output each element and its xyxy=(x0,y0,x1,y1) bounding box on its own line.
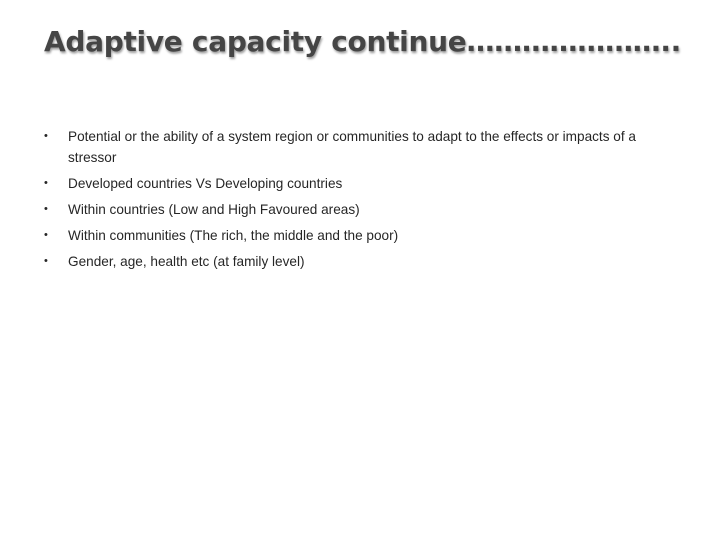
bullet-text: Gender, age, health etc (at family level) xyxy=(68,254,305,269)
bullet-icon: • xyxy=(44,177,48,189)
bullet-text: Within communities (The rich, the middle and the poor) xyxy=(68,228,399,243)
bullet-icon: • xyxy=(44,229,48,241)
bullet-icon: • xyxy=(44,203,48,215)
bullet-text: Within countries (Low and High Favoured areas) xyxy=(68,202,360,217)
bullet-item xyxy=(44,126,674,168)
bullet-text: Developed countries Vs Developing countries xyxy=(68,176,343,191)
bullet-item xyxy=(44,251,674,272)
bullet-icon: • xyxy=(44,130,48,142)
bullet-item xyxy=(44,225,674,246)
slide-title: Adaptive capacity continue………………….. xyxy=(44,25,682,58)
bullet-item xyxy=(44,173,674,194)
bullet-list xyxy=(44,126,674,277)
bullet-item xyxy=(44,199,674,220)
bullet-text: Potential or the ability of a system region or communities to adapt to the effects or impacts of a stressor xyxy=(68,129,636,165)
bullet-icon: • xyxy=(44,255,48,267)
